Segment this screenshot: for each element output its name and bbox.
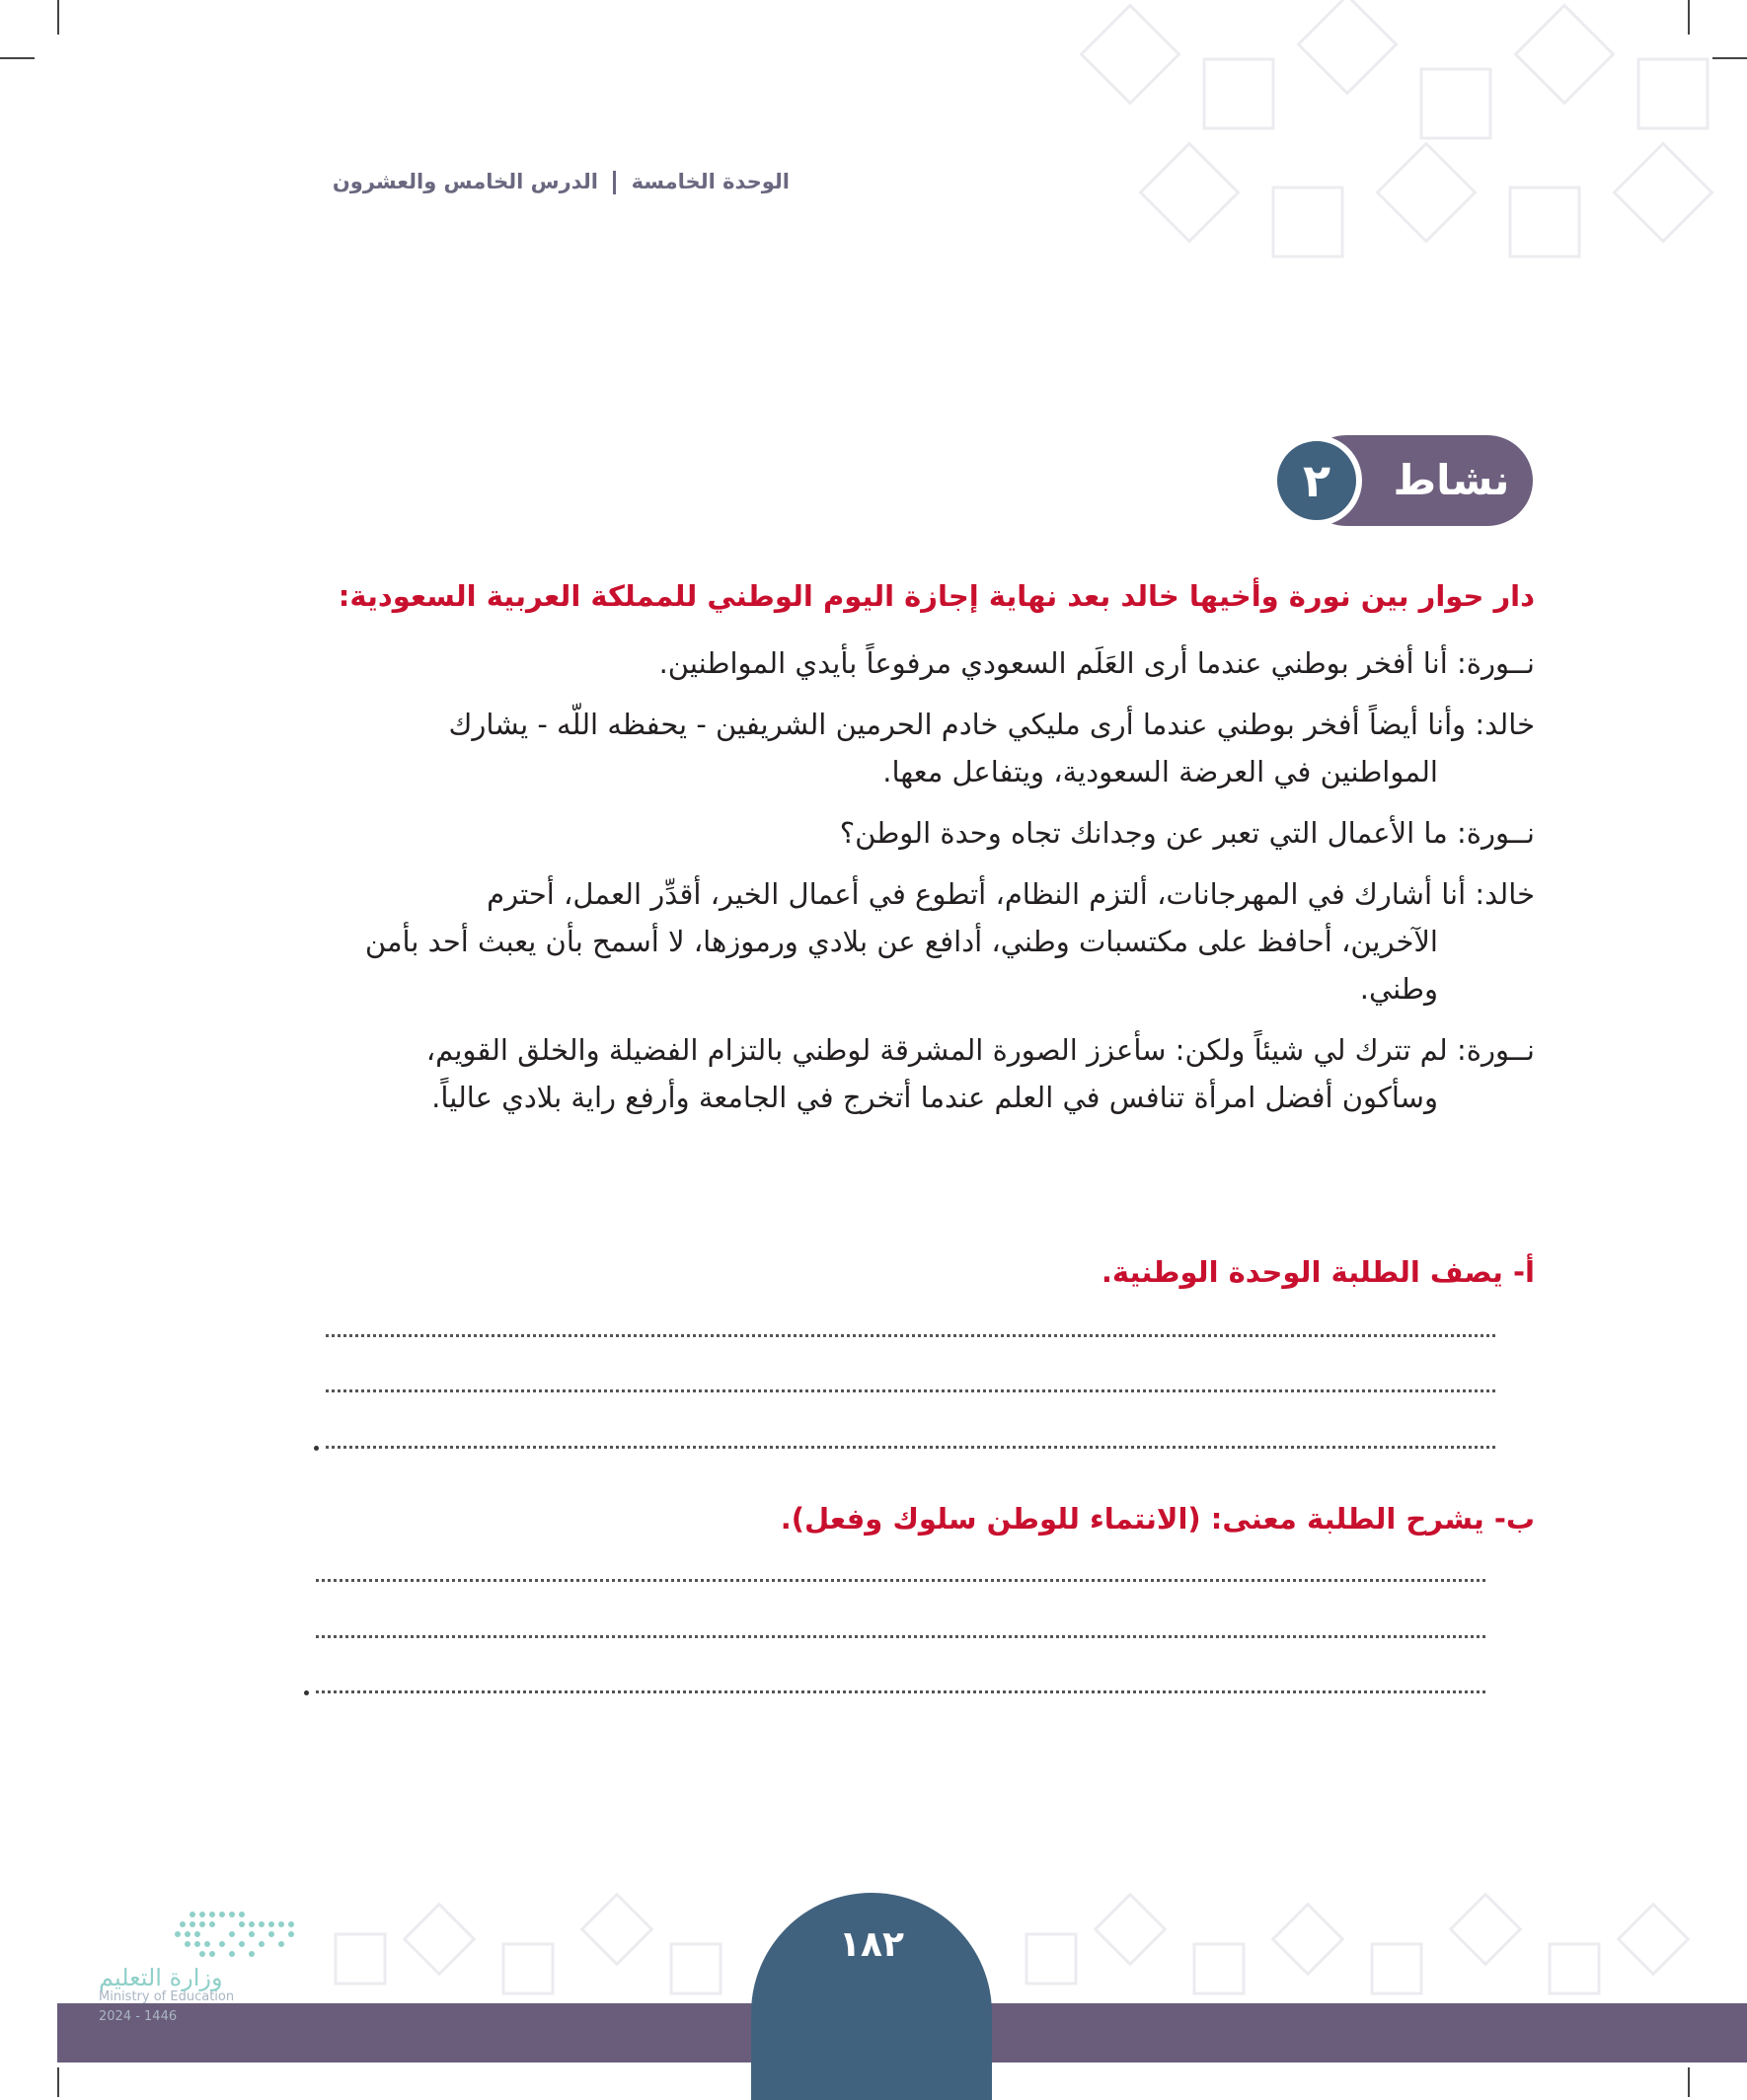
dialogue-text: ما الأعمال التي تعبر عن وجدانك تجاه وحدة الوطن؟ (839, 816, 1448, 850)
dialogue-text: لم تترك لي شيئاً ولكن: سأعزز الصورة المشرقة لوطني بالتزام الفضيلة والخلق القويم، (425, 1033, 1448, 1067)
answer-line[interactable] (316, 1635, 1485, 1638)
page-number: ١٨٢ (839, 1924, 904, 1965)
crop-mark (57, 2067, 59, 2097)
ministry-name: وزارة التعليم (99, 1964, 223, 1991)
speaker-name: خالد: (1475, 708, 1535, 741)
answer-line[interactable] (326, 1334, 1495, 1337)
activity-badge (1271, 435, 1533, 526)
speaker-name: خالد: (1475, 877, 1535, 911)
question-b: ب- يشرح الطلبة معنى: (الانتماء للوطن سلوك وفعل). (780, 1502, 1535, 1536)
answer-line[interactable] (326, 1446, 1495, 1449)
activity-label: نشاط (1393, 456, 1510, 504)
running-header (286, 170, 790, 194)
dialogue-line (291, 1026, 1535, 1121)
dialogue-text: أنا أشارك في المهرجانات، ألتزم النظام، أتطوع في أعمال الخير، أقدِّر العمل، أحترم (487, 877, 1467, 911)
dialogue-continuation: الآخرين، أحافظ على مكتسبات وطني، أدافع عن بلادي ورموزها، لا أسمح بأن يعبث أحد بأمن وطني. (364, 925, 1438, 1006)
answer-line[interactable] (316, 1579, 1485, 1582)
activity-content (291, 574, 1535, 1135)
crop-mark (0, 57, 35, 59)
dialogue-line (291, 870, 1535, 1012)
dialogue-text: أنا أفخر بوطني عندما أرى العَلَم السعودي مرفوعاً بأيدي المواطنين. (658, 646, 1448, 680)
answer-line[interactable] (316, 1690, 1485, 1693)
dialogue-continuation: وسأكون أفضل امرأة تنافس في العلم عندما أتخرج في الجامعة وأرفع راية بلادي عالياً. (431, 1081, 1438, 1114)
dialogue-line (291, 639, 1535, 687)
speaker-name: نــورة: (1456, 1033, 1535, 1067)
dialogue-text: وأنا أيضاً أفخر بوطني عندما أرى مليكي خادم الحرمين الشريفين - يحفظه اللّه - يشارك (448, 708, 1467, 741)
dialogue-continuation: المواطنين في العرضة السعودية، ويتفاعل معها. (882, 755, 1438, 788)
edition-year: 2024 - 1446 (99, 2009, 178, 2024)
crop-mark (57, 0, 59, 35)
intro-text: دار حوار بين نورة وأخيها خالد بعد نهاية إجازة اليوم الوطني للمملكة العربية السعودية: (338, 579, 1535, 613)
ministry-name-en: Ministry of Education (99, 1989, 235, 2004)
crop-mark (1688, 2067, 1690, 2097)
header-lesson: الدرس الخامس والعشرون (332, 170, 598, 193)
dialogue-line (291, 809, 1535, 857)
header-separator (613, 171, 616, 194)
answer-end-dot (314, 1446, 319, 1451)
decorative-pattern (1056, 0, 1747, 296)
speaker-name: نــورة: (1456, 646, 1535, 680)
dialogue-line (291, 701, 1535, 795)
question-a: أ- يصف الطلبة الوحدة الوطنية. (1101, 1255, 1535, 1289)
answer-end-dot (304, 1690, 309, 1695)
speaker-name: نــورة: (1456, 816, 1535, 850)
answer-line[interactable] (326, 1389, 1495, 1392)
activity-number: ٢ (1302, 454, 1331, 507)
header-unit: الوحدة الخامسة (631, 170, 790, 193)
